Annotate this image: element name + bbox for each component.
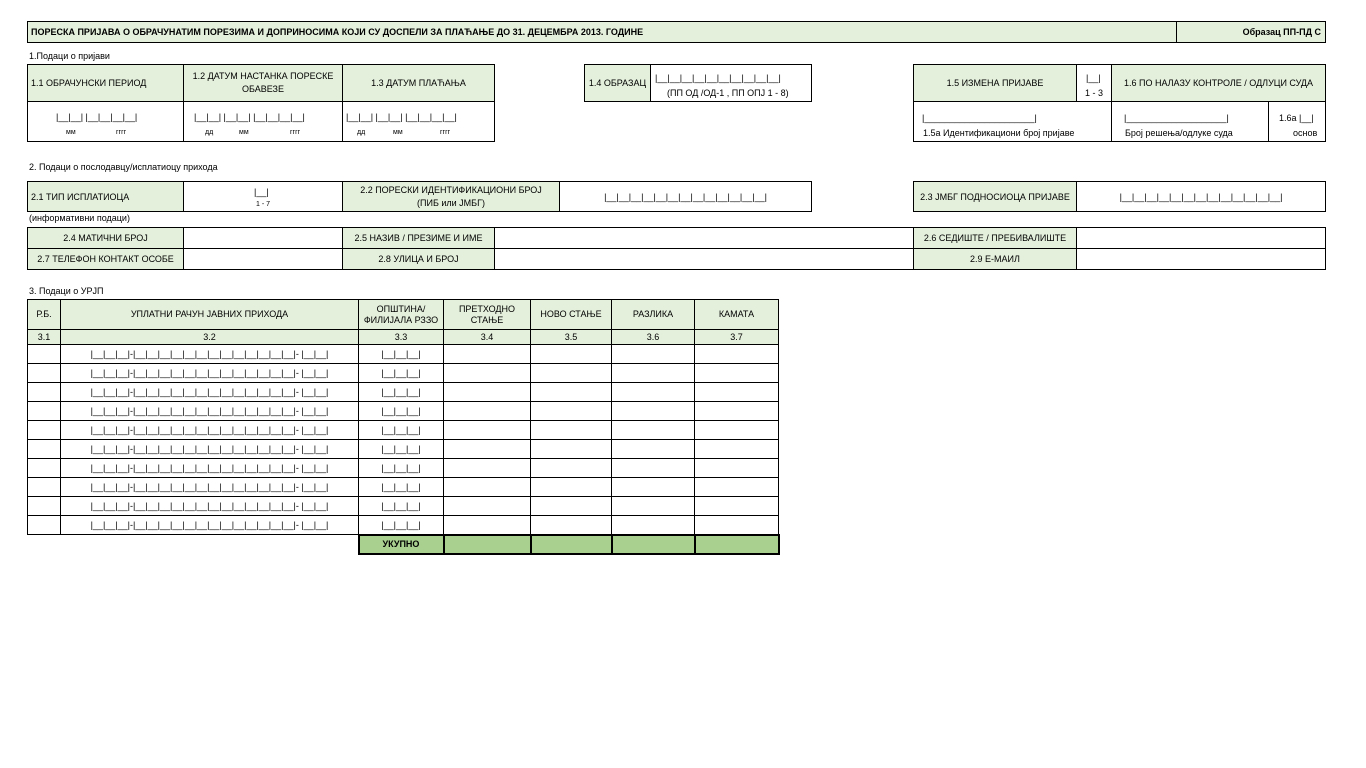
field-1-5-label: 1.5 ИЗМЕНА ПРИЈАВЕ <box>913 64 1077 102</box>
table-row <box>28 402 779 421</box>
field-1-4-label: 1.4 ОБРАЗАЦ <box>584 64 651 102</box>
payer-type-mask: |__| <box>254 187 269 197</box>
row-number[interactable] <box>28 383 61 402</box>
total-label: УКУПНО <box>359 535 444 554</box>
row-number[interactable] <box>28 478 61 497</box>
field-2-2-input[interactable] <box>559 181 812 212</box>
account-cell[interactable]: |__|__|__|-|__|__|__|__|__|__|__|__|__|__|__|__|__|- |__|__| <box>61 402 359 421</box>
total-new[interactable] <box>531 535 612 554</box>
account-cell[interactable]: |__|__|__|-|__|__|__|__|__|__|__|__|__|__|__|__|__|- |__|__| <box>61 383 359 402</box>
field-2-6-input[interactable] <box>1076 227 1326 249</box>
field-2-7-label: 2.7 ТЕЛЕФОН КОНТАКТ ОСОБЕ <box>27 248 184 270</box>
table-row <box>28 421 779 440</box>
blank-cell <box>28 535 61 554</box>
field-2-5-input[interactable] <box>494 227 914 249</box>
field-1-6-decision-input[interactable] <box>1111 101 1269 142</box>
change-hint: 1 - 3 <box>1085 88 1104 98</box>
pib-mask: |__|__|__|__|__|__|__|__|__|__|__|__|__| <box>604 191 767 202</box>
form-type-mask: |__|__|__|__|__|__|__|__|__|__| <box>655 73 781 83</box>
field-2-5-label: 2.5 НАЗИВ / ПРЕЗИМЕ И ИМЕ <box>342 227 495 249</box>
field-2-4-input[interactable] <box>183 227 343 249</box>
new-balance-cell[interactable] <box>531 516 612 535</box>
previous-balance-cell[interactable] <box>444 383 531 402</box>
difference-cell[interactable] <box>612 364 695 383</box>
municipality-cell[interactable]: |__|__|__| <box>359 459 444 478</box>
column-number: 3.2 <box>61 330 359 345</box>
total-difference[interactable] <box>612 535 695 554</box>
field-2-9-label: 2.9 Е-МАИЛ <box>913 248 1077 270</box>
total-previous[interactable] <box>444 535 531 554</box>
interest-cell[interactable] <box>695 383 779 402</box>
field-2-6-label: 2.6 СЕДИШТЕ / ПРЕБИВАЛИШТЕ <box>913 227 1077 249</box>
field-2-7-input[interactable] <box>183 248 343 270</box>
table-row <box>28 459 779 478</box>
account-cell[interactable]: |__|__|__|-|__|__|__|__|__|__|__|__|__|__|__|__|__|- |__|__| <box>61 497 359 516</box>
new-balance-cell[interactable] <box>531 364 612 383</box>
municipality-cell[interactable]: |__|__|__| <box>359 516 444 535</box>
interest-cell[interactable] <box>695 364 779 383</box>
payments-table <box>27 299 780 555</box>
table-header-row <box>28 300 779 330</box>
basis-hint: основ <box>1293 128 1318 138</box>
new-balance-cell[interactable] <box>531 402 612 421</box>
interest-cell[interactable] <box>695 421 779 440</box>
previous-balance-cell[interactable] <box>444 459 531 478</box>
hint-yyyy: гггг <box>116 129 127 136</box>
column-header: Р.Б. <box>28 300 61 330</box>
field-1-3-input[interactable] <box>342 101 495 142</box>
difference-cell[interactable] <box>612 402 695 421</box>
table-row <box>28 516 779 535</box>
field-1-4-input[interactable] <box>650 64 812 102</box>
field-2-8-input[interactable] <box>494 248 914 270</box>
hint-yyyy: гггг <box>290 129 301 136</box>
total-interest[interactable] <box>695 535 779 554</box>
column-number: 3.6 <box>612 330 695 345</box>
payer-type-hint: 1 - 7 <box>256 201 271 208</box>
interest-cell[interactable] <box>695 497 779 516</box>
field-1-1-label: 1.1 ОБРАЧУНСКИ ПЕРИОД <box>27 64 184 102</box>
difference-cell[interactable] <box>612 440 695 459</box>
municipality-cell[interactable]: |__|__|__| <box>359 421 444 440</box>
field-2-9-input[interactable] <box>1076 248 1326 270</box>
municipality-cell[interactable]: |__|__|__| <box>359 364 444 383</box>
account-cell[interactable]: |__|__|__|-|__|__|__|__|__|__|__|__|__|__|__|__|__|- |__|__| <box>61 364 359 383</box>
change-mask: |__| <box>1086 73 1101 83</box>
interest-cell[interactable] <box>695 440 779 459</box>
new-balance-cell[interactable] <box>531 383 612 402</box>
hint-dd: дд <box>357 129 366 136</box>
period-mask: |__|__| |__|__|__|__| <box>56 112 138 122</box>
difference-cell[interactable] <box>612 383 695 402</box>
municipality-cell[interactable]: |__|__|__| <box>359 478 444 497</box>
field-2-8-label: 2.8 УЛИЦА И БРОЈ <box>342 248 495 270</box>
row-number[interactable] <box>28 421 61 440</box>
new-balance-cell[interactable] <box>531 345 612 364</box>
field-1-5a-input[interactable] <box>913 101 1112 142</box>
total-row <box>28 535 779 554</box>
account-cell[interactable]: |__|__|__|-|__|__|__|__|__|__|__|__|__|__|__|__|__|- |__|__| <box>61 478 359 497</box>
new-balance-cell[interactable] <box>531 478 612 497</box>
new-balance-cell[interactable] <box>531 440 612 459</box>
municipality-cell[interactable]: |__|__|__| <box>359 497 444 516</box>
field-1-2-label: 1.2 ДАТУМ НАСТАНКА ПОРЕСКЕ ОБАВЕЗЕ <box>183 64 343 102</box>
difference-cell[interactable] <box>612 421 695 440</box>
form-title: ПОРЕСКА ПРИЈАВА О ОБРАЧУНАТИМ ПОРЕЗИМА И ДОПРИНОСИМА КОЈИ СУ ДОСПЕЛИ ЗА ПЛАЋАЊЕ ДО 31. ДЕЦЕМБРА 2013. ГОДИНЕ <box>27 21 1177 43</box>
id-mask: |______________________| <box>922 113 1037 123</box>
row-number[interactable] <box>28 440 61 459</box>
previous-balance-cell[interactable] <box>444 402 531 421</box>
section1-heading: 1.Подаци о пријави <box>29 51 110 61</box>
hint-mm: мм <box>393 129 403 136</box>
interest-cell[interactable] <box>695 345 779 364</box>
row-number[interactable] <box>28 345 61 364</box>
account-cell[interactable]: |__|__|__|-|__|__|__|__|__|__|__|__|__|__|__|__|__|- |__|__| <box>61 421 359 440</box>
info-note: (информативни подаци) <box>29 213 130 223</box>
account-cell[interactable]: |__|__|__|-|__|__|__|__|__|__|__|__|__|__|__|__|__|- |__|__| <box>61 345 359 364</box>
new-balance-cell[interactable] <box>531 421 612 440</box>
hint-mm: мм <box>239 129 249 136</box>
table-row <box>28 497 779 516</box>
column-number: 3.5 <box>531 330 612 345</box>
jmbg-mask: |__|__|__|__|__|__|__|__|__|__|__|__|__| <box>1119 191 1283 202</box>
municipality-cell[interactable]: |__|__|__| <box>359 345 444 364</box>
field-2-3-input[interactable] <box>1076 181 1326 212</box>
interest-cell[interactable] <box>695 516 779 535</box>
row-number[interactable] <box>28 364 61 383</box>
interest-cell[interactable] <box>695 402 779 421</box>
column-number: 3.7 <box>695 330 779 345</box>
hint-mm: мм <box>66 129 76 136</box>
previous-balance-cell[interactable] <box>444 478 531 497</box>
field-2-1-label: 2.1 ТИП ИСПЛАТИОЦА <box>27 181 184 212</box>
table-row <box>28 478 779 497</box>
section2-heading: 2. Подаци о послодавцу/исплатиоцу прихода <box>29 162 218 172</box>
field-2-2-label: 2.2 ПОРЕСКИ ИДЕНТИФИКАЦИОНИ БРОЈ (ПИБ или ЈМБГ) <box>342 181 560 212</box>
date-mask: |__|__| |__|__| |__|__|__|__| <box>346 112 457 122</box>
interest-cell[interactable] <box>695 459 779 478</box>
table-row <box>28 383 779 402</box>
previous-balance-cell[interactable] <box>444 364 531 383</box>
account-cell[interactable]: |__|__|__|-|__|__|__|__|__|__|__|__|__|__|__|__|__|- |__|__| <box>61 516 359 535</box>
column-header: НОВО СТАЊЕ <box>531 300 612 330</box>
column-number-row <box>28 330 779 345</box>
difference-cell[interactable] <box>612 345 695 364</box>
field-1-3-label: 1.3 ДАТУМ ПЛАЋАЊА <box>342 64 495 102</box>
column-number: 3.4 <box>444 330 531 345</box>
interest-cell[interactable] <box>695 478 779 497</box>
field-1-6-label: 1.6 ПО НАЛАЗУ КОНТРОЛЕ / ОДЛУЦИ СУДА <box>1111 64 1326 102</box>
date-mask: |__|__| |__|__| |__|__|__|__| <box>194 112 305 122</box>
previous-balance-cell[interactable] <box>444 516 531 535</box>
column-number: 3.3 <box>359 330 444 345</box>
previous-balance-cell[interactable] <box>444 440 531 459</box>
field-1-2-input[interactable] <box>183 101 343 142</box>
decision-label: Број решења/одлуке суда <box>1125 128 1233 138</box>
account-cell[interactable]: |__|__|__|-|__|__|__|__|__|__|__|__|__|__|__|__|__|- |__|__| <box>61 440 359 459</box>
previous-balance-cell[interactable] <box>444 497 531 516</box>
municipality-cell[interactable]: |__|__|__| <box>359 402 444 421</box>
column-number: 3.1 <box>28 330 61 345</box>
row-number[interactable] <box>28 497 61 516</box>
field-1-5-input[interactable] <box>1076 64 1112 102</box>
field-1-5a-label: 1.5а Идентификациони број пријаве <box>923 128 1075 138</box>
column-header: УПЛАТНИ РАЧУН ЈАВНИХ ПРИХОДА <box>61 300 359 330</box>
form-type-hint: (ПП ОД /ОД-1 , ПП ОПЈ 1 - 8) <box>667 88 789 98</box>
new-balance-cell[interactable] <box>531 459 612 478</box>
row-number[interactable] <box>28 402 61 421</box>
blank-cell <box>61 535 359 554</box>
field-2-3-label: 2.3 ЈМБГ ПОДНОСИОЦА ПРИЈАВЕ <box>913 181 1077 212</box>
column-header: РАЗЛИКА <box>612 300 695 330</box>
form-code: Образац ПП-ПД С <box>1176 21 1326 43</box>
row-number[interactable] <box>28 459 61 478</box>
field-1-6a-input[interactable] <box>1268 101 1326 142</box>
hint-dd: дд <box>205 129 214 136</box>
municipality-cell[interactable]: |__|__|__| <box>359 440 444 459</box>
previous-balance-cell[interactable] <box>444 345 531 364</box>
decision-mask: |____________________| <box>1124 113 1229 123</box>
account-cell[interactable]: |__|__|__|-|__|__|__|__|__|__|__|__|__|__|__|__|__|- |__|__| <box>61 459 359 478</box>
section3-heading: 3. Подаци о УРЈП <box>29 286 104 296</box>
difference-cell[interactable] <box>612 478 695 497</box>
hint-yyyy: гггг <box>440 129 451 136</box>
table-row <box>28 364 779 383</box>
difference-cell[interactable] <box>612 516 695 535</box>
column-header: ПРЕТХОДНО СТАЊЕ <box>444 300 531 330</box>
field-1-1-input[interactable] <box>27 101 184 142</box>
table-row <box>28 345 779 364</box>
previous-balance-cell[interactable] <box>444 421 531 440</box>
difference-cell[interactable] <box>612 497 695 516</box>
field-2-4-label: 2.4 МАТИЧНИ БРОЈ <box>27 227 184 249</box>
column-header: ОПШТИНА/ ФИЛИЈАЛА РЗЗО <box>359 300 444 330</box>
municipality-cell[interactable]: |__|__|__| <box>359 383 444 402</box>
table-row <box>28 440 779 459</box>
difference-cell[interactable] <box>612 459 695 478</box>
new-balance-cell[interactable] <box>531 497 612 516</box>
column-header: КАМАТА <box>695 300 779 330</box>
row-number[interactable] <box>28 516 61 535</box>
field-1-6a-label: 1.6а |__| <box>1279 113 1314 123</box>
field-2-1-input[interactable] <box>183 181 343 212</box>
